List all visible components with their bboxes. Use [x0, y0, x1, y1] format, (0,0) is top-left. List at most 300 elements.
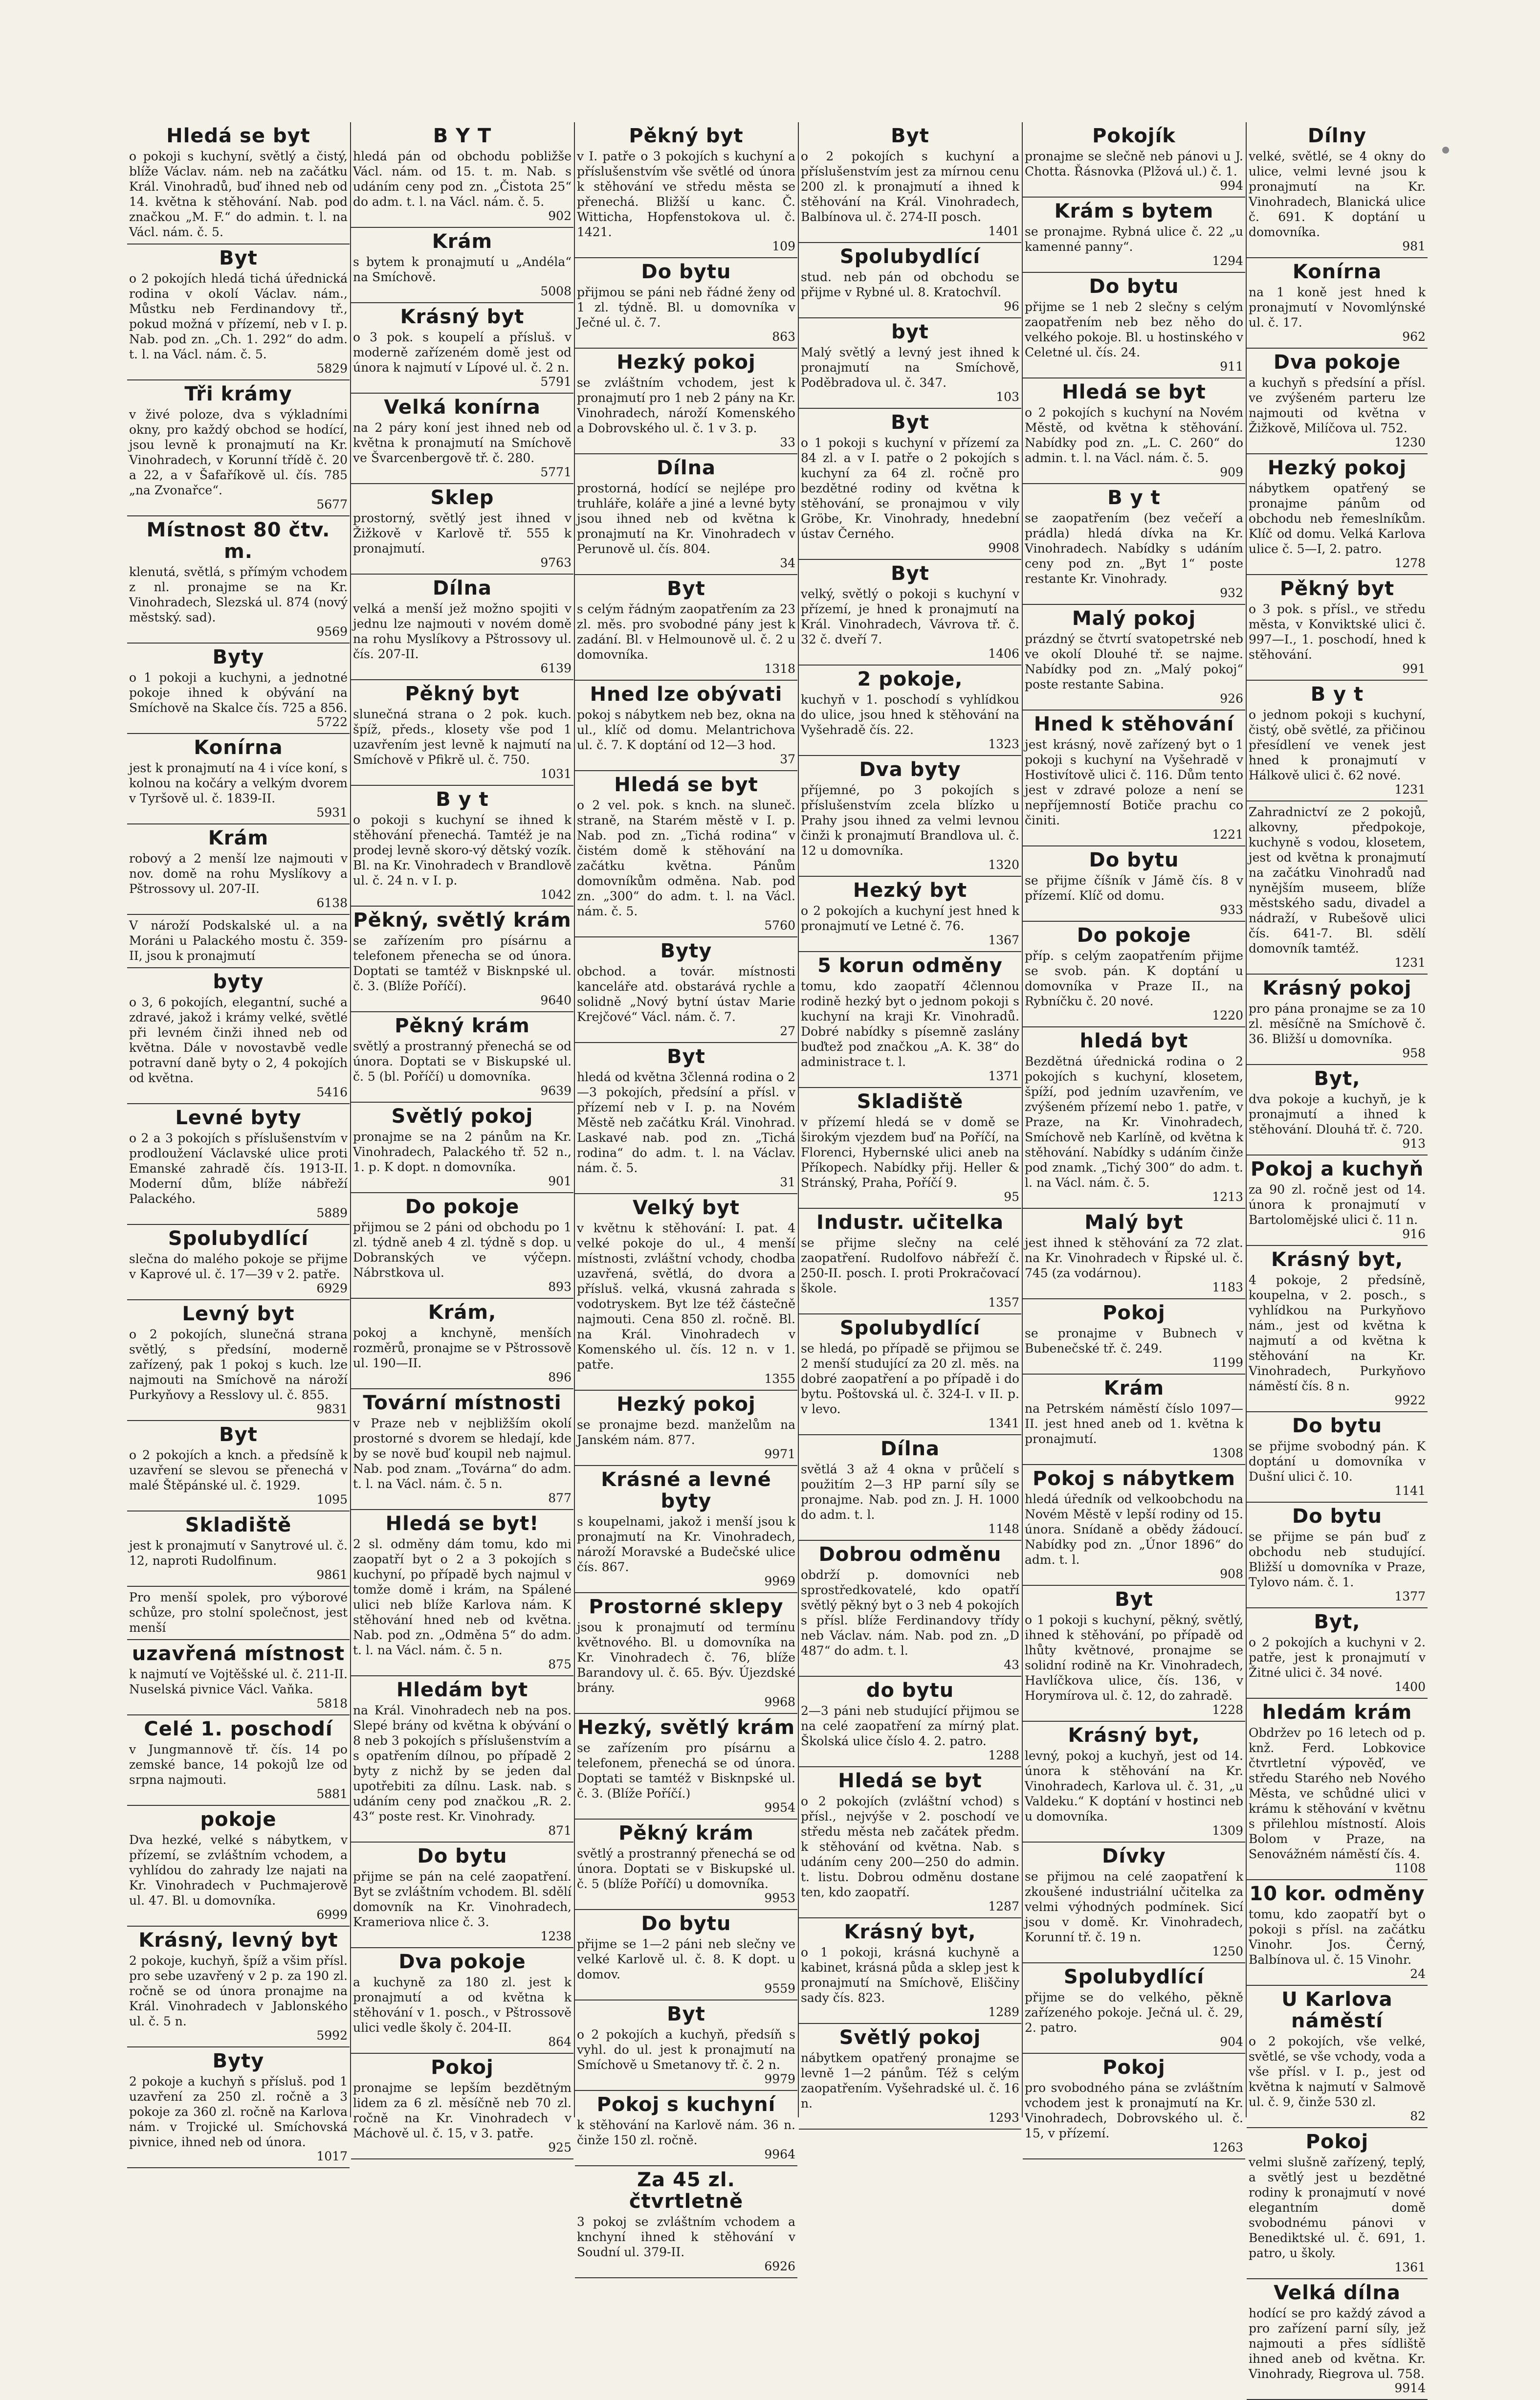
ad-heading: Spolubydlící — [168, 1227, 309, 1250]
ad-number: 1278 — [1394, 556, 1426, 570]
ad-text: o 2 vel. pok. s knch. na sluneč. straně, na Starém městě v I. p. Nab. pod zn. „Tichá rodina“ v čistém domě k stěhování na začátku května. Pánům domovníkům odměna. Nab. pod zn. „300“ do adm. t. l. na Václ. nám. č. 5. — [577, 798, 795, 918]
ad-text: o 2 a 3 pokojích s příslušenstvím v prodloužení Václavské ulice proti Emanské zahradě čís. 1913-II. Moderní dům, blíže nábřeží Palackého. — [129, 1131, 348, 1206]
ad-number: 43 — [1004, 1658, 1019, 1672]
ad-number: 9640 — [540, 993, 572, 1007]
ad-text: 2—3 páni neb studující přijmou se na celé zaopatření za mírný plat. Školská ulice číslo 4. 2. patro. — [801, 1704, 1019, 1748]
ad-text: se zaopatřením (bez večeří a prádla) hledá dívka na Kr. Vinohradech. Nabídky s udáním ceny pod zn. „Byt 1“ poste restante Kr. Vinohrady. — [1025, 511, 1243, 586]
ad-heading: Do pokoje — [405, 1196, 520, 1218]
classified-ad — [575, 575, 797, 681]
ad-heading: uzavřená místnost — [132, 1643, 345, 1665]
ad-number: 9569 — [316, 624, 348, 639]
ad-heading: Pokoj a kuchyň — [1250, 1158, 1424, 1180]
classified-ad — [799, 122, 1021, 243]
ad-number: 5416 — [316, 1085, 348, 1099]
ad-number: 1220 — [1212, 1008, 1243, 1022]
classified-ad — [127, 1421, 350, 1511]
ad-heading: pokoje — [200, 1808, 277, 1831]
classified-ad — [799, 243, 1021, 318]
ad-heading: Dílna — [656, 457, 716, 479]
classified-ad — [799, 952, 1021, 1088]
ad-text: Obdržev po 16 letech od p. knž. Ferd. Lobkovice čtvrtletní výpověď, ve středu Starého neb Nového Města, ve schůdné ulici v krámu k stěhování v květnu s přilehlou místností. Alois Bolom v Praze, na Senovážném náměstí čís. 4. — [1249, 1726, 1426, 1861]
ad-text: velký, světlý o pokoji s kuchyní v přízemí, je hned k pronajmutí na Král. Vinohradech, Vávrova tř. č. 32 č. dveří 7. — [801, 587, 1019, 646]
ad-heading: Krásný, levný byt — [138, 1929, 338, 1952]
ad-number: 5722 — [316, 715, 348, 729]
classified-ad — [1247, 1412, 1428, 1503]
ad-text: přijme se pán na celé zaopatření. Byt se zvláštním vchodem. Bl. sdělí domovník na Kr. Vinohradech, Krameriova nlice č. 3. — [353, 1869, 572, 1929]
ad-heading: Pokojík — [1092, 125, 1176, 147]
ad-text: o 1 pokoji s kuchyní, pěkný, světlý, ihned k stěhování, po případě od lhůty květnové, pronajme se solidní rodině na Kr. Vinohradech, Havlíčkova ulice, čís. 136, v Horymírova ul. č. 12, do zahradě. — [1025, 1613, 1243, 1703]
ad-heading: Hned lze obývati — [590, 683, 783, 706]
ad-heading: Pokoj s nábytkem — [1033, 1467, 1235, 1490]
ad-text: se zvláštním vchodem, jest k pronajmutí pro 1 neb 2 pány na Kr. Vinohradech, nároží Komenského a Dobrovského ul. č. 1 v 3. p. — [577, 376, 795, 435]
ad-heading: Byt — [891, 562, 929, 585]
ad-text: 2 sl. odměny dám tomu, kdo mi zaopatří byt o 2 a 3 pokojích s kuchyní, po případě bych najmul v tomže domě i krám, na Spálené ulici neb blíže Karlova nám. K stěhování hned neb od května. Nab. pod zn. „Odměna 5“ do adm. t. l. na Václ. nám. č. 5 n. — [353, 1537, 572, 1657]
ad-text: za 90 zl. ročně jest od 14. února k pronajmutí v Bartolomějské ulici č. 11 n. — [1249, 1182, 1426, 1227]
classified-ad — [127, 2047, 350, 2168]
ad-number: 913 — [1402, 1136, 1426, 1151]
ad-heading: Hezký, světlý krám — [577, 1716, 795, 1739]
ad-text: o 2 pokojích s kuchyní na Novém Městě, od května k stěhování. Nabídky pod zn. „L. C. 260“ do admin. t. l. na Václ. nám. č. 5. — [1025, 405, 1243, 465]
ad-text: v živé poloze, dva s výkladními okny, pro každý obchod se hodící, jsou levně k pronajmutí na Kr. Vinohradech, v Korunní třídě č. 20 a 22, a v Šafaříkově ul. čís. 785 „na Zvonařce“. — [129, 407, 348, 497]
ad-number: 1108 — [1394, 1861, 1426, 1875]
ad-heading: Hledá se byt! — [385, 1512, 539, 1535]
ad-number: 896 — [548, 1370, 572, 1384]
ad-heading: Do bytu — [641, 1912, 731, 1935]
ad-heading: Byt — [219, 1423, 258, 1446]
ad-number: 1141 — [1394, 1484, 1426, 1498]
ad-heading: Pokoj — [431, 2056, 494, 2079]
ad-text: v I. patře o 3 pokojích s kuchyní a příslušenstvím vše světlé od února k stěhování ve středu města se přenechá. Bližší u kanc. Č. Witticha, Hopfenstokova ul. č. 1421. — [577, 149, 795, 239]
classified-ad — [799, 1677, 1021, 1767]
ad-text: přijme se 1—2 páni neb slečny ve velké Karlově ul. č. 8. K dopt. u domov. — [577, 1937, 795, 1981]
ad-number: 9559 — [764, 1981, 795, 1996]
ad-text: 4 pokoje, 2 předsíně, koupelna, v 2. posch., s vyhlídkou na Purkyňovo nám., jest od května k najmutí a od května k stěhování na Kr. Vinohradech, Purkyňovo náměstí čís. 8 n. — [1249, 1273, 1426, 1393]
classified-ad — [1023, 273, 1245, 378]
ad-heading: U Karlova náměstí — [1281, 1988, 1393, 2032]
classified-ad — [1247, 1986, 1428, 2128]
ad-number: 925 — [548, 2140, 572, 2155]
ad-number: 1148 — [988, 1522, 1019, 1536]
classified-ad — [351, 303, 573, 394]
ad-heading: Světlý pokoj — [839, 2026, 981, 2049]
classified-ad — [1247, 1156, 1428, 1246]
ad-heading: Byt — [667, 1045, 705, 1068]
ad-number: 9971 — [764, 1447, 795, 1461]
ad-number: 1400 — [1394, 1680, 1426, 1694]
column-rule — [798, 122, 799, 2117]
ad-heading: Byty — [660, 940, 712, 962]
ad-number: 1367 — [988, 933, 1019, 947]
ad-heading: Do bytu — [1089, 849, 1179, 871]
ad-text: o 1 pokoji a kuchyni, a jednotné pokoje ihned k obývání na Smíchově na Skalce čís. 725 a 856. — [129, 670, 348, 715]
classified-ad — [1247, 1246, 1428, 1412]
ad-number: 908 — [1220, 1567, 1243, 1581]
classified-ad — [127, 244, 350, 380]
ad-text: s celým řádným zaopatřením za 23 zl. měs. pro svobodné pány jest k zadání. Bl. v Helmounově ul. č. 2 u domovníka. — [577, 602, 795, 662]
classified-ad — [575, 1391, 797, 1466]
ad-text: se přijmou na celé zaopatření k zkoušené industriální učitelka za velmi výhodných podmínek. Sicí jsou v domě. Kr. Vinohradech, Korunní tř. č. 19 n. — [1025, 1869, 1243, 1944]
classified-ad — [575, 1820, 797, 1910]
classified-ad — [799, 1541, 1021, 1677]
ad-text: obchod. a továr. místnosti kanceláře atd. obstarává rychle a solidně „Nový bytní ústav Marie Krejčové“ Václ. nám. č. 7. — [577, 964, 795, 1024]
ad-heading: Hledám byt — [396, 1679, 528, 1701]
classified-ad — [127, 516, 350, 644]
classified-ad — [575, 1194, 797, 1391]
column-1 — [127, 122, 350, 2163]
classified-ad — [1247, 2128, 1428, 2279]
ad-number: 1221 — [1212, 827, 1243, 842]
classified-ad — [351, 680, 573, 786]
ad-heading: Byt, — [1314, 1611, 1361, 1633]
ad-number: 103 — [996, 390, 1019, 404]
classified-ad — [1023, 1209, 1245, 1299]
ad-heading: Levné byty — [175, 1107, 302, 1129]
ad-number: 5889 — [316, 1206, 348, 1220]
ad-heading: Hledá se byt — [838, 1770, 982, 1792]
ad-text: o pokoji s kuchyní se ihned k stěhování přenechá. Tamtéž je na prodej levně skoro-vý dětský vozík. Bl. na Kr. Vinohradech v Brandlově ul. č. 24 n. v I. p. — [353, 813, 572, 888]
classified-ad — [799, 1435, 1021, 1541]
ad-number: 9979 — [764, 2072, 795, 2086]
ad-text: 3 pokoj se zvláštním vchodem a knchyní ihned k stěhování v Soudní ul. 379-II. — [577, 2215, 795, 2259]
classified-ad — [575, 122, 797, 258]
ad-number: 1287 — [988, 1899, 1019, 1913]
ad-heading: Krám — [432, 230, 493, 253]
classified-ad — [1247, 122, 1428, 258]
ad-number: 5677 — [316, 497, 348, 511]
ad-number: 991 — [1402, 662, 1426, 676]
ad-number: 871 — [548, 1823, 572, 1838]
classified-ad — [1247, 681, 1428, 801]
ad-heading: Tovární místnosti — [363, 1392, 562, 1414]
ad-text: pro pána pronajme se za 10 zl. měsíčně na Smíchově č. 36. Bližší u domovníka. — [1249, 1001, 1426, 1046]
ad-text: robový a 2 menší lze najmouti v nov. domě na rohu Myslíkovy a Pštrossovy ul. 207-II. — [129, 851, 348, 896]
ad-text: se pronajme bezd. manželům na Janském nám. 877. — [577, 1418, 795, 1447]
ad-heading: Tři krámy — [184, 383, 292, 405]
ad-text: se přijme slečny na celé zaopatření. Rudolfovo nábřeží č. 250-II. posch. I. proti Prokračovací škole. — [801, 1236, 1019, 1295]
ad-text: tomu, kdo zaopatří byt o pokoji s přísl. na začátku Vinohr. Jos. Černý, Balbínova ul. č. 15 Vinohr. — [1249, 1907, 1426, 1967]
ad-number: 6999 — [316, 1908, 348, 1922]
ad-number: 916 — [1402, 1227, 1426, 1241]
ad-text: příp. s celým zaopatřením přijme se svob. pán. K doptání u domovníka v Praze II., na Rybníčku č. 20 nové. — [1025, 949, 1243, 1008]
ad-heading: Levný byt — [182, 1303, 295, 1325]
ad-text: nábytkem opatřený pronajme se levně 1—2 pánům. Též s celým zaopatřením. Vyšehradské ul. č. 16 n. — [801, 2051, 1019, 2111]
classified-ad — [1023, 1465, 1245, 1586]
ad-number: 1355 — [764, 1372, 795, 1386]
ad-heading: Industr. učitelka — [816, 1211, 1004, 1234]
ad-heading: Byt — [667, 578, 705, 600]
ad-number: 27 — [780, 1024, 795, 1038]
ad-number: 893 — [548, 1280, 572, 1294]
ad-heading: Velká dílna — [1274, 2282, 1401, 2304]
ad-number: 9954 — [764, 1800, 795, 1815]
column-2 — [351, 122, 573, 2155]
ad-text: k stěhování na Karlově nám. 36 n. činže 150 zl. ročně. — [577, 2118, 795, 2147]
ad-text: o 2 pokojích (zvláštní vchod) s přísl., nejvýše v 2. poschodí ve středu města neb začátek předm. k stěhování od května. Nab. s udáním ceny 200—250 do admin. t. listu. Dobrou odměnu dostane ten, kdo zaopatří. — [801, 1794, 1019, 1899]
ad-heading: Krám — [1103, 1377, 1165, 1400]
ad-number: 1230 — [1394, 435, 1426, 449]
classified-ad — [1247, 1608, 1428, 1699]
ad-number: 5760 — [764, 918, 795, 933]
ad-number: 5818 — [316, 1696, 348, 1711]
ad-number: 904 — [1220, 2035, 1243, 2049]
ad-text: se přijme se pán buď z obchodu neb studující. Bližší u domovníka v Praze, Tylovo nám. č. 1. — [1249, 1530, 1426, 1589]
classified-ad — [127, 1587, 350, 1640]
ad-text: se hledá, po případě se přijmou se 2 menší studující za 20 zl. měs. na dobré zaopatření a po případě i do bytu. Poštovská ul. č. 324-I. v II. p. v levo. — [801, 1341, 1019, 1416]
ad-number: 1231 — [1394, 782, 1426, 797]
ad-text: se zařízením pro písárnu a telefonem, přenechá se od února. Doptati se tamtéž v Bisknpské ul. č. 3. (Blíže Poříčí.) — [577, 1741, 795, 1800]
ad-heading: Skladiště — [185, 1514, 292, 1536]
classified-ad — [575, 349, 797, 454]
column-rule — [350, 122, 351, 2117]
ad-heading: Krásný byt, — [1271, 1248, 1404, 1271]
ad-text: s koupelnami, jakož i menší jsou k pronajmutí na Kr. Vinohradech, nároží Moravské a Budečské ulice čís. 867. — [577, 1514, 795, 1574]
ad-text: 2 pokoje, kuchyň, špíž a všim přísl. pro sebe uzavřený v 2 p. za 190 zl. ročně se od února pronajme na Král. Vinohradech v Jablonského ul. č. 5 n. — [129, 1954, 348, 2028]
ad-heading: Spolubydlící — [1063, 1966, 1205, 1988]
ad-number: 9968 — [764, 1695, 795, 1709]
classified-ad — [127, 1806, 350, 1927]
ad-text: o jednom pokoji s kuchyní, čistý, obě světlé, za přičinou přesídlení ve venek jest hned k pronajmutí v Hálkově ulici č. 62 nové. — [1249, 708, 1426, 782]
ad-number: 5992 — [316, 2028, 348, 2043]
ad-heading: Krám s bytem — [1054, 200, 1214, 222]
ad-text: velmi slušně zařízený, teplý, a světlý jest u bezdětné rodiny k pronajmutí v nové elegantním domě svobodnému pánovi v Benediktské ul. č. 691, 1. patro, u školy. — [1249, 2155, 1426, 2260]
ad-number: 1199 — [1212, 1356, 1243, 1370]
ad-heading: Krám — [208, 827, 269, 849]
ad-text: o 2 pokojích a kuchyní jest hned k pronajmutí ve Letné č. 76. — [801, 904, 1019, 933]
ad-text: o 2 pokojích s kuchyní a příslušenstvím jest za mírnou cenu 200 zl. k pronajmutí a ihned k stěhování na Král. Vinohradech, Balbínova ul. č. 274-II posch. — [801, 149, 1019, 224]
ad-number: 82 — [1410, 2109, 1426, 2123]
ad-number: 875 — [548, 1657, 572, 1671]
ad-text: velká a menší jež možno spojiti v jednu lze najmouti v novém domě na rohu Myslíkovy a Pštrossovy ul. čís. 207-II. — [353, 601, 572, 661]
classified-ad — [1247, 349, 1428, 454]
ad-text: na Král. Vinohradech neb na pos. Slepé brány od května k obývání o 8 neb 3 pokojích s příslušenstvím a s opatřením dílnou, po případě 2 byty z nichž by se jeden dal upotřebiti za dílnu. Lask. nab. s udáním ceny pod značkou „R. 2. 43“ poste rest. Kr. Vinohrady. — [353, 1703, 572, 1823]
classified-ad — [1247, 975, 1428, 1065]
ad-heading: Spolubydlící — [839, 1317, 981, 1339]
ad-number: 34 — [780, 556, 795, 570]
classified-ad — [575, 937, 797, 1043]
classified-ad — [1247, 2279, 1428, 2400]
ad-text: o 1 pokoji s kuchyní v přízemí za 84 zl. a v I. patře o 2 pokojích s kuchyní za 64 zl. ročně pro bezdětné rodiny od května k stěhování, se pronajmou v vily Gröbe, Kr. Vinohrady, hnedební ústav Černého. — [801, 436, 1019, 541]
ad-number: 1095 — [316, 1492, 348, 1507]
classified-ad — [351, 1389, 573, 1510]
ad-number: 9914 — [1394, 2381, 1426, 2395]
ad-number: 1323 — [988, 737, 1019, 751]
ad-text: nábytkem opatřený se pronajme pánům od obchodu neb řemeslníkům. Klíč od domu. Velká Karlova ulice č. 5—I, 2. patro. — [1249, 481, 1426, 556]
ad-number: 863 — [772, 330, 795, 344]
ad-number: 1341 — [988, 1416, 1019, 1430]
ad-text: příjemné, po 3 pokojích s příslušenstvím zcela blízko u Prahy jsou ihned za velmi levnou činži k pronajmutí Brandlova ul. č. 12 u domovníka. — [801, 783, 1019, 858]
classified-ad — [127, 122, 350, 244]
classified-ad — [1023, 122, 1245, 198]
classified-ad — [127, 824, 350, 915]
classified-ad — [799, 2024, 1021, 2130]
ad-heading: Hledá se byt — [1062, 381, 1206, 403]
ad-heading: Konírna — [194, 736, 283, 759]
ad-text: jest k pronajmutí v Sanytrové ul. č. 12, naproti Rudolfinum. — [129, 1538, 348, 1568]
classified-ad — [351, 394, 573, 484]
ad-text: pro svobodného pána se zvláštním vchodem jest k pronajmutí na Kr. Vinohradech, Dobrovského ul. č. 15, v přízemí. — [1025, 2081, 1243, 2140]
ad-text: prázdný se čtvrtí svatopetrské neb ve okolí Dlouhé tř. se najme. Nabídky pod zn. „Malý pokoj“ poste restante Sabina. — [1025, 632, 1243, 691]
ad-number: 932 — [1220, 586, 1243, 600]
ad-heading: Dílna — [432, 577, 492, 600]
ad-text: o 2 pokojích, vše velké, světlé, se vše vchody, voda a vše přísl. v I. p., jest od května k najmutí v Salmově ul. č. 9, činže 530 zl. — [1249, 2034, 1426, 2109]
ad-text: hledá úředník od velkoobchodu na Novém Městě v lepší rodiny od 15. února. Snídaně a obědy žádoucí. Nabídky pod zn. „Únor 1896“ do adm. t. l. — [1025, 1492, 1243, 1567]
ad-heading: Krásné a levné byty — [601, 1468, 771, 1512]
paper-speck — [1442, 147, 1449, 154]
newspaper-page — [127, 122, 1428, 2395]
classified-ad — [799, 756, 1021, 877]
ad-text: hledá od května 3členná rodina o 2—3 pokojích, předsíní a přísl. v přízemí neb v I. p. na Novém Městě neb začátku Král. Vinohrad. Laskavé nab. pod zn. „Tichá rodina“ do adm. t. l. na Václav. nám. č. 5. — [577, 1070, 795, 1175]
ad-text: světlý a prostranný přenechá se od února. Doptati se v Biskupské ul. č. 5 (bl. Poříčí) u domovníka. — [353, 1039, 572, 1084]
classified-ad — [1247, 1065, 1428, 1156]
ad-number: 6138 — [316, 896, 348, 910]
ad-text: dva pokoje a kuchyň, je k pronajmutí a ihned k stěhování. Dlouhá tř. č. 720. — [1249, 1092, 1426, 1136]
ad-heading: Hezký byt — [853, 879, 968, 902]
ad-number: 5791 — [540, 375, 572, 389]
classified-ad — [1023, 484, 1245, 605]
ad-number: 926 — [1220, 691, 1243, 706]
ad-heading: Byt — [667, 2003, 705, 2025]
ad-number: 901 — [548, 1174, 572, 1188]
ad-text: a kuchyně za 180 zl. jest k pronajmutí a od května k stěhování v 1. posch., v Pštrossově ulici vedle školy č. 204-II. — [353, 1975, 572, 2035]
ad-number: 1213 — [1212, 1190, 1243, 1204]
ad-heading: hledá byt — [1079, 1030, 1188, 1052]
ad-heading: Celé 1. poschodí — [144, 1718, 333, 1740]
ad-heading: hledám krám — [1262, 1701, 1412, 1724]
ad-text: jest ihned k stěhování za 72 zlat. na Kr. Vinohradech v Řipské ul. č. 745 (za vodárnou). — [1025, 1236, 1243, 1280]
ad-number: 1320 — [988, 858, 1019, 872]
ad-heading: Dva byty — [859, 758, 961, 781]
ad-number: 9831 — [316, 1402, 348, 1416]
classified-ad — [351, 1103, 573, 1193]
ad-text: pokoj s nábytkem neb bez, okna na ul., klíč od domu. Melantrichova ul. č. 7. K doptání od 12—3 hod. — [577, 708, 795, 752]
classified-ad — [351, 575, 573, 680]
ad-text: hodící se pro každý závod a pro zařízení parní síly, jež najmouti a přes sídliště ihned aneb od května. Kr. Vinohrady, Riegrova ul. 758. — [1249, 2306, 1426, 2381]
ad-heading: Byty — [212, 646, 264, 668]
classified-ad — [127, 380, 350, 516]
ad-heading: Dívky — [1102, 1845, 1166, 1867]
classified-ad — [1247, 258, 1428, 349]
ad-text: přijme se 1 neb 2 slečny s celým zaopatřením neb bez něho do velkého pokoje. Bl. u hostinského v Celetné ul. čís. 24. — [1025, 300, 1243, 359]
classified-ad — [575, 1714, 797, 1820]
classified-ad — [799, 666, 1021, 756]
ad-heading: Byt — [219, 247, 258, 269]
ad-text: o 2 pokojích a kuchyň, předsíň s vyhl. do ul. jest k pronajmutí na Smíchově u Smetanovy tř. č. 2 n. — [577, 2027, 795, 2072]
ad-heading: B y t — [436, 788, 489, 811]
classified-ad — [351, 1948, 573, 2054]
ad-heading: Pěkný byt — [629, 125, 744, 147]
column-rule — [1246, 122, 1247, 2117]
ad-heading: Velký byt — [632, 1197, 740, 1219]
ad-text: pronajme se na 2 pánům na Kr. Vinohradech, Palackého tř. 52 n., 1. p. K dopt. n domovníka. — [353, 1130, 572, 1174]
ad-heading: Malý byt — [1084, 1211, 1184, 1234]
ad-heading: 10 kor. odměny — [1249, 1883, 1425, 1905]
ad-text: o 2 pokojích hledá tichá úřednická rodina v okolí Václav. nám., Můstku neb Ferdinandovy tř., pokud možná v přízemí, neb v I. p. Nab. pod zn. „Ch. 1. 292“ do adm. t. l. na Václ. nám. č. 5. — [129, 271, 348, 361]
ad-heading: do bytu — [866, 1679, 954, 1702]
ad-number: 5931 — [316, 805, 348, 820]
ad-heading: Dílny — [1307, 125, 1367, 147]
ad-text: na 2 páry koní jest ihned neb od května k pronajmutí na Smíchově ve Švarcenbergově tř. č. 280. — [353, 421, 572, 465]
ad-number: 6926 — [764, 2259, 795, 2273]
ad-heading: Byt, — [1314, 1067, 1361, 1090]
ad-text: slunečná strana o 2 pok. kuch. špíž, předs., klosety vše pod 1 uzavřením jest levně k najmutí na Smíchově v Pfikrě ul. č. 750. — [353, 707, 572, 767]
ad-text: kuchyň v 1. poschodí s vyhlídkou do ulice, jsou hned k stěhování na Vyšehradě čís. 22. — [801, 692, 1019, 737]
classified-ad — [1023, 1843, 1245, 1963]
classified-ad — [1247, 1699, 1428, 1880]
ad-number: 5008 — [540, 284, 572, 298]
ad-text: Bezdětná úřednická rodina o 2 pokojích s kuchyní, klosetem, špíží, pod jedním uzavřením, ve zvýšeném přízemí nebo 1. patře, v Praze, na Kr. Vinohradech, Smíchově neb Karlíně, od května k stěhování. Nabídky s udáním činže pod znamk. „Tichý 300“ do adm. t. l. na Václ. nám. č. 5. — [1025, 1054, 1243, 1190]
classified-ad — [127, 968, 350, 1104]
ad-number: 902 — [548, 209, 572, 223]
ad-text: se přijme svobodný pán. K doptání u domovníka v Dušní ulici č. 10. — [1249, 1439, 1426, 1484]
ad-heading: Hned k stěhování — [1034, 713, 1234, 735]
classified-ad — [1247, 454, 1428, 575]
ad-number: 37 — [780, 752, 795, 766]
ad-number: 1377 — [1394, 1589, 1426, 1603]
ad-text: o 2 pokojích, slunečná strana světlý, s předsíní, moderně zařízený, pak 1 pokoj s kuch. lze najmouti na Smíchově na nároží Purkyňovy a Resslovy ul. č. 855. — [129, 1327, 348, 1402]
ad-text: o 3, 6 pokojích, elegantní, suché a zdravé, jakož i krámy velké, světlé při levném činži ihned neb od května. Dále v novostavbě vedle potravní daně byty o 2, 4 pokojích od května. — [129, 995, 348, 1085]
ad-text: přijmou se 2 páni od obchodu po 1 zl. týdně aneb 4 zl. týdně s dop. u Dobranských ve výčepn. Nábrstkova ul. — [353, 1220, 572, 1280]
ad-heading: Do bytu — [1292, 1415, 1382, 1437]
classified-ad — [575, 2091, 797, 2166]
ad-number: 962 — [1402, 330, 1426, 344]
classified-ad — [1023, 1027, 1245, 1209]
ad-heading: Hledá se byt — [166, 125, 310, 147]
ad-number: 9922 — [1394, 1393, 1426, 1407]
ad-number: 96 — [1004, 299, 1019, 313]
classified-ad — [575, 2166, 797, 2278]
ad-text: Malý světlý a levný jest ihned k pronajmutí na Smíchově, Poděbradova ul. č. 347. — [801, 345, 1019, 390]
ad-number: 1042 — [540, 888, 572, 902]
ad-number: 5881 — [316, 1787, 348, 1801]
ad-number: 981 — [1402, 239, 1426, 253]
ad-text: prostorná, hodící se nejlépe pro truhláře, koláře a jiné a levné byty jsou ihned neb od května k pronajmutí na Kr. Vinohradech v Perunově ul. čís. 804. — [577, 481, 795, 556]
ad-heading: Dva pokoje — [1273, 351, 1401, 374]
classified-ad — [575, 258, 797, 349]
classified-ad — [1023, 1963, 1245, 2054]
classified-ad — [127, 1225, 350, 1300]
classified-ad — [799, 877, 1021, 952]
ad-number: 9969 — [764, 1574, 795, 1588]
classified-ad — [1023, 605, 1245, 711]
ad-number: 5829 — [316, 361, 348, 376]
ad-text: Dva hezké, velké s nábytkem, v přízemí, se zvláštním vchodem, a vyhlídou do zahrady lze najati na Kr. Vinohradech v Puchmajerově ul. 47. Bl. u domovníka. — [129, 1833, 348, 1908]
classified-ad — [575, 1593, 797, 1714]
ad-heading: B Y T — [433, 125, 492, 147]
ad-number: 6139 — [540, 661, 572, 675]
ad-text: prostorný, světlý jest ihned v Žižkově v Karlově tř. 555 k pronajmutí. — [353, 511, 572, 556]
column-6 — [1247, 122, 1428, 2395]
ad-text: přijmou se páni neb řádné ženy od 1 zl. týdně. Bl. u domovníka v Ječné ul. č. 7. — [577, 285, 795, 330]
ad-heading: Byt — [891, 411, 929, 434]
ad-text: v Praze neb v nejbližším okolí prostorné s dvorem se hledají, kde by se nově buď koupil neb najmul. Nab. pod znam. „Továrna“ do adm. t. l. na Václ. nám. č. 5 n. — [353, 1416, 572, 1491]
ad-number: 9639 — [540, 1084, 572, 1098]
ad-text: slečna do malého pokoje se přijme v Kaprové ul. č. 17—39 v 2. patře. — [129, 1252, 348, 1281]
ad-text: se přijme číšník v Jámě čís. 8 v přízemí. Klíč od domu. — [1025, 873, 1243, 903]
ad-text: a kuchyň s předsíní a přísl. ve zvýšeném parteru lze najmouti od května v Žižkově, Milíčova ul. 752. — [1249, 376, 1426, 435]
ad-heading: Byty — [212, 2050, 264, 2072]
ad-number: 33 — [780, 435, 795, 449]
ad-number: 9953 — [764, 1891, 795, 1905]
ad-text: se zařízením pro písárnu a telefonem přenecha se od února. Doptati se tamtéž v Bisknpské ul. č. 3. (Blíže Poříčí). — [353, 933, 572, 993]
ad-text: světlá 3 až 4 okna v průčelí s použitím 2—3 HP parní síly se pronajme. Nab. pod zn. J. H. 1000 do adm. t. l. — [801, 1462, 1019, 1522]
ad-heading: Pokoj — [1305, 2131, 1369, 2153]
column-3 — [575, 122, 797, 2273]
ad-number: 24 — [1410, 1967, 1426, 1981]
ad-number: 958 — [1402, 1046, 1426, 1060]
ad-text: jsou k pronajmutí od termínu květnového. Bl. u domovníka na Kr. Vinohradech č. 76, blíže Barandovy ul. č. 65. Býv. Újezdské brány. — [577, 1620, 795, 1695]
ad-number: 1288 — [988, 1748, 1019, 1762]
ad-text: jest k pronajmutí na 4 i více koní, s kolnou na kočáry a velkým dvorem v Tyršově ul. č. 1839-II. — [129, 761, 348, 805]
